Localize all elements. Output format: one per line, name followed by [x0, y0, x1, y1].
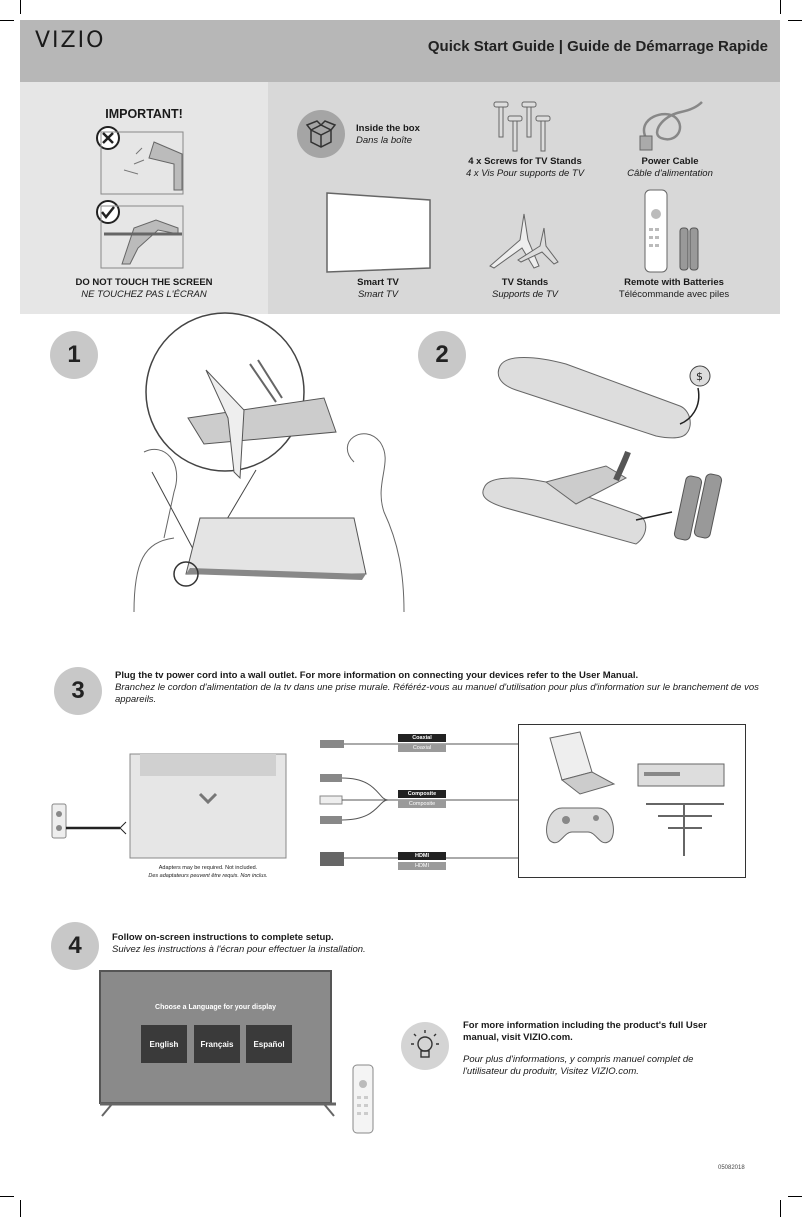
step-1-number: 1: [50, 331, 98, 379]
connection-sub-hdmi: HDMI: [398, 862, 446, 870]
crop-mark: [20, 1200, 21, 1217]
crop-mark: [780, 1200, 781, 1217]
box-item-power-cable: Power Cable Câble d'alimentation: [627, 156, 713, 179]
tv-setup-screen: [99, 970, 332, 1104]
lightbulb-icon: [401, 1022, 449, 1070]
power-cable-icon: [636, 98, 706, 154]
box-item-screws: 4 x Screws for TV Stands 4 x Vis Pour supports de TV: [465, 156, 585, 179]
svg-text:$: $: [696, 370, 703, 383]
page-title: Quick Start Guide | Guide de Démarrage Rapide: [427, 38, 768, 55]
smart-tv-icon: [324, 190, 432, 274]
step-1-illustration: [104, 312, 410, 614]
remote-batteries-icon: [642, 188, 702, 274]
connection-label-composite: Composite: [398, 790, 446, 798]
devices-box: [518, 724, 746, 878]
x-mark-icon: [97, 127, 119, 149]
inside-box-label: Inside the box Dans la boîte: [356, 123, 420, 146]
crop-mark: [788, 1196, 802, 1197]
connection-label-coaxial: Coaxial: [398, 734, 446, 742]
document-code: 05082018: [718, 1165, 745, 1171]
connection-sub-coaxial: Coaxial: [398, 744, 446, 752]
step-4-instructions: Follow on-screen instructions to complete setup. Suivez les instructions à l'écran pour effectuer la installation.: [112, 932, 366, 955]
crop-mark: [20, 0, 21, 14]
important-title: IMPORTANT!: [105, 107, 183, 121]
tv-stands-icon: [484, 210, 564, 272]
language-button-english: English: [141, 1025, 187, 1063]
step-3-number: 3: [54, 667, 102, 715]
language-button-spanish: Español: [246, 1025, 292, 1063]
screws-icon: [490, 100, 560, 152]
dvd-player-icon: [638, 764, 724, 786]
box-item-tv-stands: TV Stands Supports de TV: [491, 277, 558, 300]
tv-stand-feet: [98, 1102, 338, 1120]
setup-screen-title: Choose a Language for your display: [155, 1004, 276, 1011]
step-2-number: 2: [418, 331, 466, 379]
check-mark-icon: [97, 201, 119, 223]
step-4-number: 4: [51, 922, 99, 970]
connection-label-hdmi: HDMI: [398, 852, 446, 860]
crop-mark: [780, 0, 781, 14]
more-info-text: For more information including the product's full User manual, visit VIZIO.com. Pour plus d'informations, y compris manuel complet de l'utilisateur du produitr, Visitez VIZIO.com.: [463, 1020, 707, 1077]
crop-mark: [788, 20, 802, 21]
crop-mark: [0, 20, 14, 21]
language-button-french: Français: [194, 1025, 240, 1063]
brand-logo: VIZIO: [35, 28, 106, 53]
crop-mark: [0, 1196, 14, 1197]
do-not-touch-illustration: [94, 124, 189, 296]
box-item-remote: Remote with Batteries Télécommande avec piles: [618, 277, 730, 300]
connection-sub-composite: Composite: [398, 800, 446, 808]
box-icon: [297, 110, 345, 158]
step-3-tv-illustration: [50, 752, 290, 862]
adapters-note: Adapters may be required. Not included. Des adaptateurs peuvent être requis. Non inclus.: [148, 865, 268, 879]
box-item-smart-tv: Smart TV Smart TV: [357, 277, 399, 300]
step-2-illustration: [476, 348, 736, 558]
important-caption: DO NOT TOUCH THE SCREEN NE TOUCHEZ PAS L'ÉCRAN: [75, 277, 213, 300]
step-3-instructions: Plug the tv power cord into a wall outlet. For more information on connecting your devices refer to the User Manual. Branchez le cordon d'alimentation de la tv dans une prise murale. Référéz-vous au manuel d'utilisation pour plus d'information sur le branchement de vos appareils.: [115, 670, 759, 705]
remote-icon: [352, 1064, 374, 1134]
